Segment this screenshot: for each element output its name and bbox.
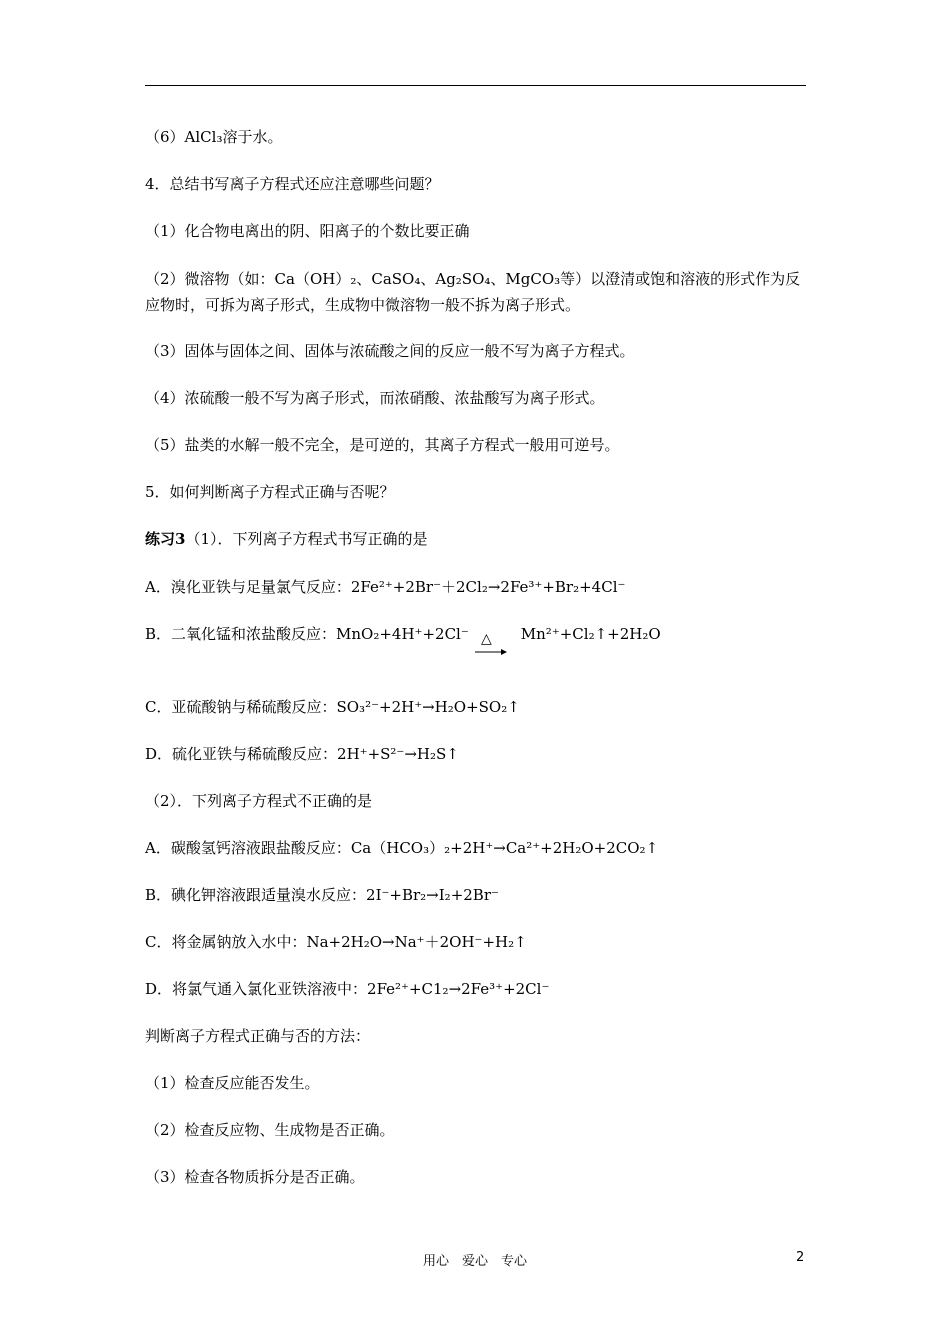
point-2: （2）微溶物（如：Ca（OH）₂、CaSO₄、Ag₂SO₄、MgCO₃等）以澄清或饱和溶液的形式作为反应物时，可拆为离子形式，生成物中微溶物一般不拆为离子形式。 <box>145 270 801 314</box>
point-4: （4）浓硫酸一般不写为离子形式，而浓硝酸、浓盐酸写为离子形式。 <box>145 389 605 407</box>
option-c2: C．将金属钠放入水中：Na+2H₂O→Na⁺＋2OH⁻+H₂↑ <box>145 933 527 951</box>
option-d2: D．将氯气通入氯化亚铁溶液中：2Fe²⁺+C1₂→2Fe³⁺+2Cl⁻ <box>145 980 550 998</box>
page-number: 2 <box>796 1250 805 1265</box>
option-a2: A．碳酸氢钙溶液跟盐酸反应：Ca（HCO₃）₂+2H⁺→Ca²⁺+2H₂O+2CO₂↑ <box>145 839 659 857</box>
footer-motto: 用心 爱心 专心 <box>422 1254 527 1269</box>
exercise-3-label: 练习3 <box>145 530 186 548</box>
option-a1: A．溴化亚铁与足量氯气反应：2Fe²⁺+2Br⁻＋2Cl₂→2Fe³⁺+Br₂+4Cl⁻ <box>145 578 626 596</box>
method-2: （2）检查反应物、生成物是否正确。 <box>145 1121 395 1139</box>
exercise-3-prompt: （1）．下列离子方程式书写正确的是 <box>185 530 428 548</box>
item-6-alcl3: （6）AlCl₃溶于水。 <box>145 128 283 146</box>
method-1: （1）检查反应能否发生。 <box>145 1074 320 1092</box>
method-heading: 判断离子方程式正确与否的方法： <box>145 1027 371 1045</box>
option-b1-reactants: B．二氧化锰和浓盐酸反应：MnO₂+4H⁺+2Cl⁻ <box>145 625 469 643</box>
option-b2: B．碘化钾溶液跟适量溴水反应：2I⁻+Br₂→I₂+2Br⁻ <box>145 886 499 904</box>
option-b1-products: Mn²⁺+Cl₂↑+2H₂O <box>520 625 661 643</box>
option-d1: D．硫化亚铁与稀硫酸反应：2H⁺+S²⁻→H₂S↑ <box>145 745 459 763</box>
question-2: （2）．下列离子方程式不正确的是 <box>145 792 373 810</box>
option-b1 <box>145 624 661 647</box>
point-3: （3）固体与固体之间、固体与浓硫酸之间的反应一般不写为离子方程式。 <box>145 342 635 360</box>
option-c1: C．亚硫酸钠与稀硫酸反应：SO₃²⁻+2H⁺→H₂O+SO₂↑ <box>145 698 520 716</box>
question-4: 4．总结书写离子方程式还应注意哪些问题？ <box>145 175 440 193</box>
question-5: 5．如何判断离子方程式正确与否呢？ <box>145 483 395 501</box>
heat-symbol: △ <box>481 631 492 647</box>
exercise-3-heading <box>145 529 427 549</box>
heat-arrow-icon <box>474 632 508 658</box>
header-rule <box>145 85 806 86</box>
point-1: （1）化合物电离出的阴、阳离子的个数比要正确 <box>145 222 470 240</box>
point-5: （5）盐类的水解一般不完全，是可逆的，其离子方程式一般用可逆号。 <box>145 436 620 454</box>
method-3: （3）检查各物质拆分是否正确。 <box>145 1168 365 1186</box>
